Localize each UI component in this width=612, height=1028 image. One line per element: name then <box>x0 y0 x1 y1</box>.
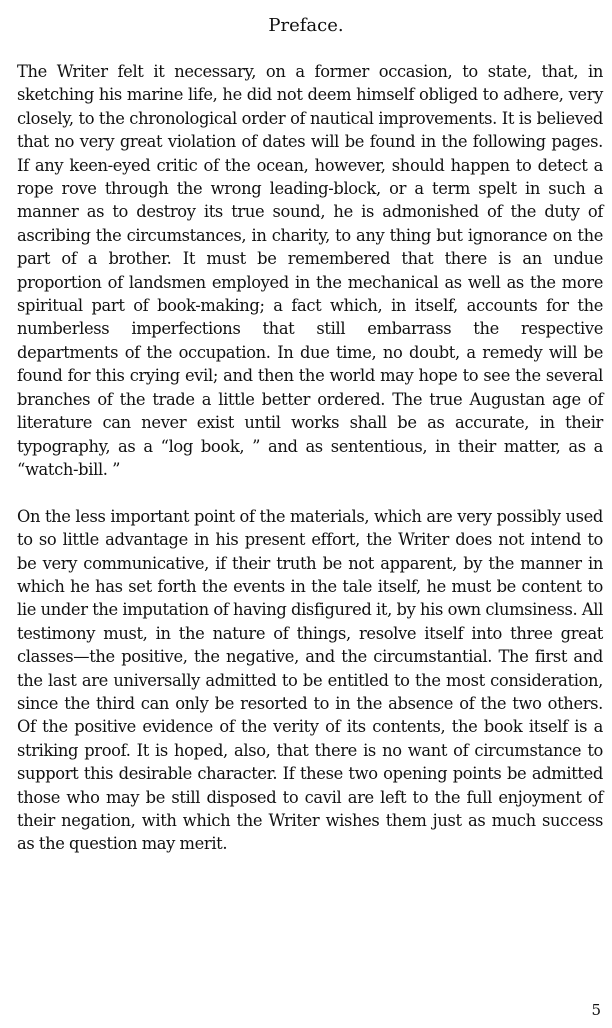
page-title: Preface. <box>268 15 344 36</box>
page-number: 5 <box>591 1001 601 1019</box>
paragraph-2: On the less important point of the materials, which are very possibly used to so little advantage in his present effort, the Writer does not intend to be very communicative, if their truth be not apparent, by the manner in which he has set forth the events in the tale itself, he must be content to lie under the imputation of having disfigured it, by his own clumsiness. All testimony must, in the nature of things, resolve itself into three great classes—the positive, the negative, and the circumstantial. The first and the last are universally admitted to be entitled to the most consideration, since the third can only be resorted to in the absence of the two others. Of the positive evidence of the verity of its contents, the book itself is a striking proof. It is hoped, also, that there is no want of circumstance to support this desirable character. If these two opening points be admitted those who may be still disposed to cavil are left to the full enjoyment of their negation, with which the Writer wishes them just as much success as the question may merit. <box>17 506 603 854</box>
body-text <box>17 60 603 856</box>
paragraph-1: The Writer felt it necessary, on a former occasion, to state, that, in sketching his marine life, he did not deem himself obliged to adhere, very closely, to the chronological order of nautical improvements. It is believed that no very great violation of dates will be found in the following pages. If any keen-eyed critic of the ocean, however, should happen to detect a rope rove through the wrong leading-block, or a term spelt in such a manner as to destroy its true sound, he is admonished of the duty of ascribing the circumstances, in charity, to any thing but ignorance on the part of a brother. It must be remembered that there is an undue proportion of landsmen employed in the mechanical as well as the more spiritual part of book-making; a fact which, in itself, accounts for the numberless imperfections that still embarrass the respective departments of the occupation. In due time, no doubt, a remedy will be found for this crying evil; and then the world may hope to see the several branches of the trade a little better ordered. The true Augustan age of literature can never exist until works shall be as accurate, in their typography, as a “log book, ” and as sententious, in their matter, as a “watch-bill. ” <box>17 62 603 479</box>
